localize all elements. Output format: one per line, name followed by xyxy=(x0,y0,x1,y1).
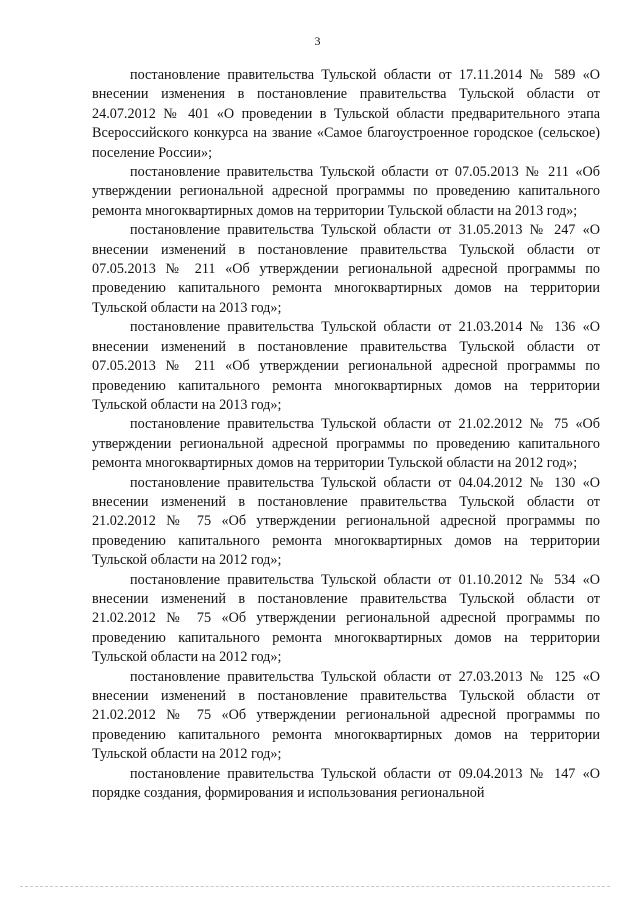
paragraph: постановление правительства Тульской области от 21.03.2014 № 136 «О внесении изменений в постановление правительства Тульской области от 07.05.2013 № 211 «Об утверждении региональной адресной программы по проведению капитального ремонта многоквартирных домов на территории Тульской области на 2013 год»; xyxy=(92,319,600,413)
paragraph: постановление правительства Тульской области от 21.02.2012 № 75 «Об утверждении региональной адресной программы по проведению капитального ремонта многоквартирных домов на территории Тульской области на 2012 год»; xyxy=(92,416,600,472)
page-number: 3 xyxy=(314,34,321,48)
scan-artifact-line xyxy=(20,886,610,887)
paragraph: постановление правительства Тульской области от 17.11.2014 № 589 «О внесении изменения в постановление правительства Тульской области от 24.07.2012 № 401 «О проведении в Тульской области предварительного этапа Всероссийского конкурса на звание «Самое благоустроенное городское (сельское) поселение России»; xyxy=(92,67,600,161)
paragraph: постановление правительства Тульской области от 09.04.2013 № 147 «О порядке создания, формирования и использования региональной xyxy=(92,765,600,802)
paragraph: постановление правительства Тульской области от 27.03.2013 № 125 «О внесении изменений в постановление правительства Тульской области от 21.02.2012 № 75 «Об утверждении региональной адресной программы по проведению капитального ремонта многоквартирных домов на территории Тульской области на 2012 год»; xyxy=(92,668,600,763)
paragraph: постановление правительства Тульской области от 04.04.2012 № 130 «О внесении изменений в постановление правительства Тульской области от 21.02.2012 № 75 «Об утверждении региональной адресной программы по проведению капитального ремонта многоквартирных домов на территории Тульской области на 2012 год»; xyxy=(92,474,600,569)
paragraph: постановление правительства Тульской области от 07.05.2013 № 211 «Об утверждении региональной адресной программы по проведению капитального ремонта многоквартирных домов на территории Тульской области на 2013 год»; xyxy=(92,164,600,219)
paragraph: постановление правительства Тульской области от 31.05.2013 № 247 «О внесении изменений в постановление правительства Тульской области от 07.05.2013 № 211 «Об утверждении региональной адресной программы по проведению капитального ремонта многоквартирных домов на территории Тульской области на 2013 год»; xyxy=(92,222,600,316)
paragraph: постановление правительства Тульской области от 01.10.2012 № 534 «О внесении изменений в постановление правительства Тульской области от 21.02.2012 № 75 «Об утверждении региональной адресной программы по проведению капитального ремонта многоквартирных домов на территории Тульской области на 2012 год»; xyxy=(92,571,600,666)
document-body xyxy=(92,66,600,803)
